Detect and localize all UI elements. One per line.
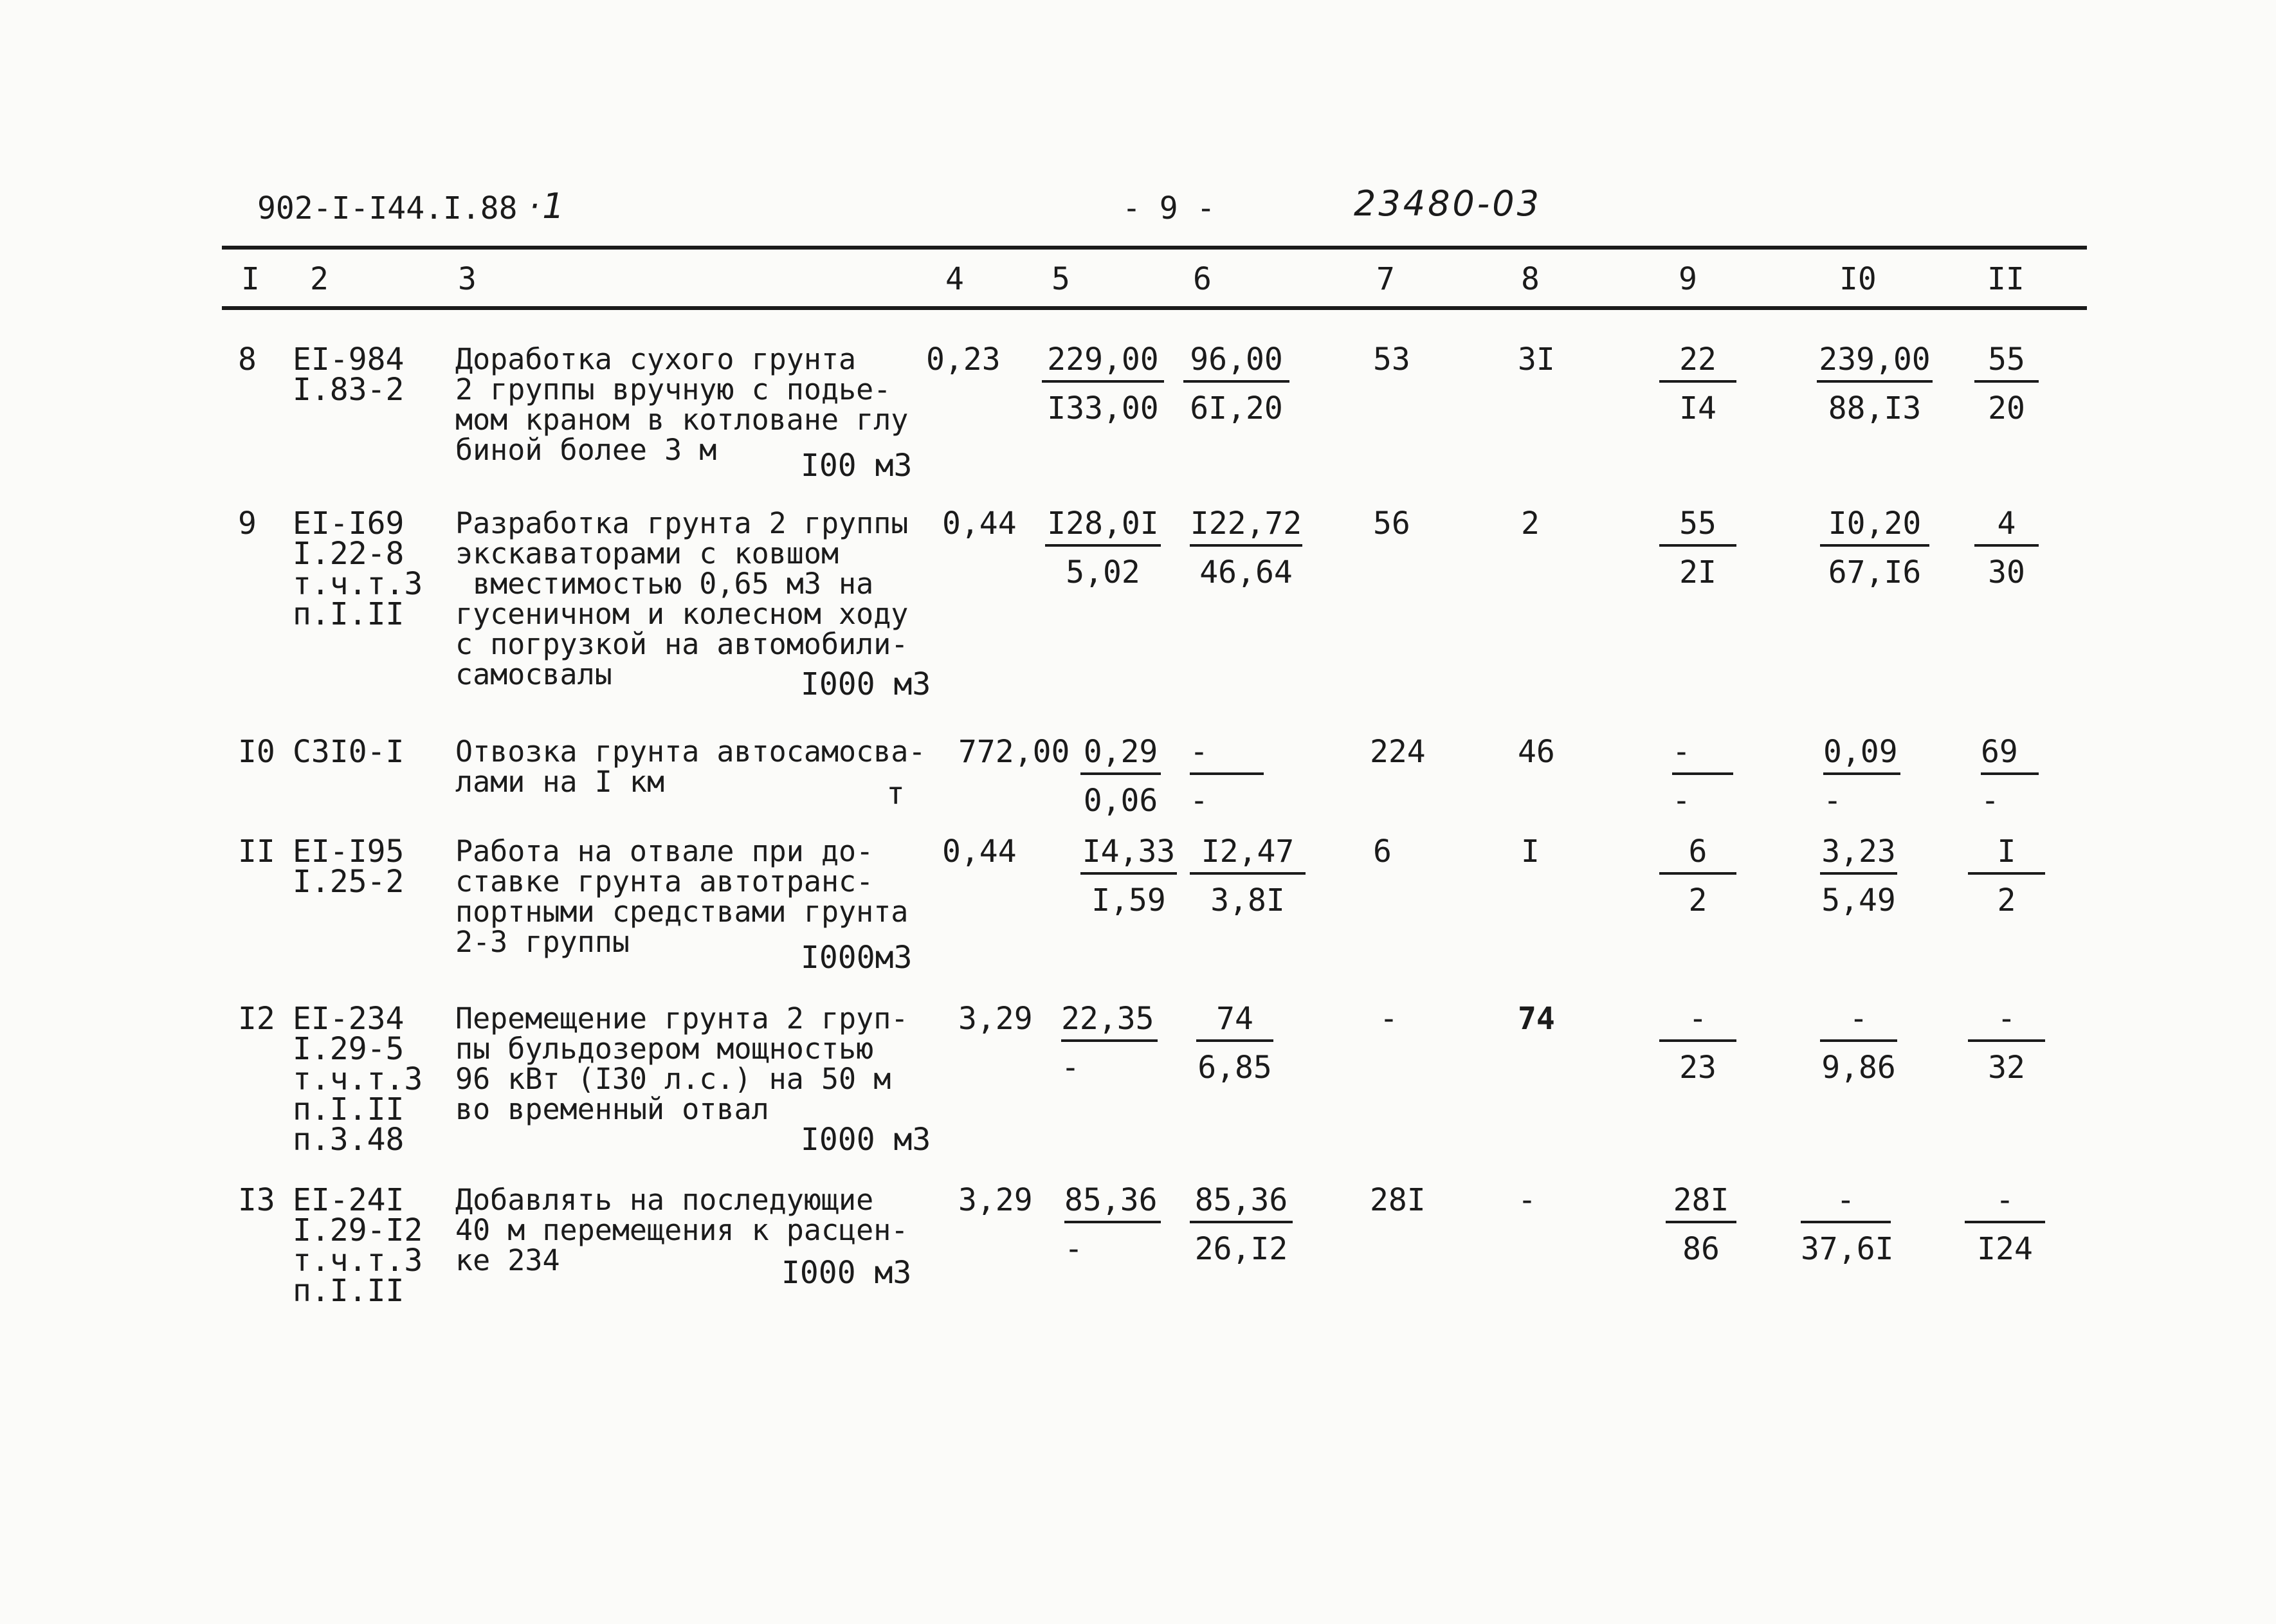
column-header-8: 8 bbox=[1521, 261, 1540, 297]
work-description: самосвалы bbox=[455, 657, 612, 691]
column-9-fraction bbox=[1659, 344, 1736, 424]
fraction-bottom: 32 bbox=[1988, 1050, 2025, 1086]
fraction-top: - bbox=[1672, 736, 1733, 775]
fraction-top: 28I bbox=[1666, 1185, 1736, 1223]
table-header-rule bbox=[222, 306, 2087, 310]
column-header-11: II bbox=[1987, 261, 2025, 297]
rate-code: I.22-8 bbox=[293, 536, 405, 572]
column-9-fraction bbox=[1659, 508, 1736, 588]
fraction-bottom: - bbox=[1061, 1050, 1080, 1086]
rate-code: EI-24I bbox=[293, 1182, 405, 1218]
column-10-fraction bbox=[1820, 1001, 1897, 1086]
rate-code: п.I.II bbox=[293, 1091, 405, 1127]
column-6-fraction bbox=[1183, 344, 1289, 424]
column-5-fraction bbox=[1080, 734, 1161, 819]
column-header-6: 6 bbox=[1193, 261, 1212, 297]
column-8-value: 74 bbox=[1518, 1001, 1555, 1037]
fraction-bottom: 88,I3 bbox=[1828, 390, 1922, 426]
column-5-fraction bbox=[1080, 836, 1177, 916]
rate-code: I.83-2 bbox=[293, 372, 405, 408]
rate-code: т.ч.т.3 bbox=[293, 1061, 423, 1097]
work-description: 2 группы вручную с подье- bbox=[455, 372, 891, 406]
column-11-fraction bbox=[1965, 1182, 2045, 1267]
column-11-fraction bbox=[1981, 734, 2039, 819]
column-9-fraction bbox=[1672, 734, 1733, 819]
column-10-fraction bbox=[1817, 344, 1933, 424]
fraction-top: 55 bbox=[1974, 344, 2039, 383]
work-description: вместимостью 0,65 м3 на bbox=[455, 567, 874, 601]
fraction-top: 229,00 bbox=[1042, 344, 1164, 383]
fraction-bottom: - bbox=[1064, 1231, 1083, 1267]
work-description: ставке грунта автотранс- bbox=[455, 864, 874, 899]
column-7-value: 53 bbox=[1373, 342, 1410, 378]
fraction-top: 22,35 bbox=[1061, 1003, 1158, 1042]
column-6-fraction bbox=[1196, 1001, 1273, 1086]
fraction-bottom: - bbox=[1981, 783, 1999, 819]
column-7-value: 224 bbox=[1370, 734, 1426, 770]
fraction-bottom: - bbox=[1190, 783, 1208, 819]
column-10-fraction bbox=[1823, 734, 1900, 819]
fraction-bottom: I,59 bbox=[1091, 882, 1166, 918]
fraction-bottom: 23 bbox=[1679, 1050, 1716, 1086]
fraction-top: 85,36 bbox=[1190, 1185, 1293, 1223]
rate-code: EI-234 bbox=[293, 1001, 405, 1037]
row-number: 8 bbox=[238, 342, 257, 378]
column-11-fraction bbox=[1968, 1001, 2045, 1086]
column-7-value: 28I bbox=[1370, 1182, 1426, 1218]
work-description: мом краном в котловане глу bbox=[455, 403, 909, 437]
fraction-top: - bbox=[1820, 1003, 1897, 1042]
work-description: 96 кВт (I30 л.с.) на 50 м bbox=[455, 1062, 891, 1096]
column-6-fraction bbox=[1190, 508, 1302, 588]
fraction-top: - bbox=[1801, 1185, 1891, 1223]
column-header-9: 9 bbox=[1679, 261, 1697, 297]
fraction-top: I0,20 bbox=[1820, 508, 1929, 547]
fraction-top: 0,09 bbox=[1823, 736, 1900, 775]
column-8-value: I bbox=[1521, 834, 1540, 870]
column-11-fraction bbox=[1968, 836, 2045, 916]
rate-code: EI-I95 bbox=[293, 834, 405, 870]
measure-unit: I000м3 bbox=[801, 940, 913, 976]
column-header-3: 3 bbox=[458, 261, 477, 297]
column-9-fraction bbox=[1659, 836, 1736, 916]
work-description: 40 м перемещения к расцен- bbox=[455, 1213, 909, 1247]
fraction-bottom: 37,6I bbox=[1801, 1231, 1894, 1267]
column-10-fraction bbox=[1820, 508, 1929, 588]
fraction-bottom: 0,06 bbox=[1083, 783, 1158, 819]
column-6-fraction bbox=[1190, 734, 1264, 819]
column-header-10: I0 bbox=[1839, 261, 1877, 297]
fraction-bottom: 2 bbox=[1688, 882, 1707, 918]
fraction-top: 239,00 bbox=[1817, 344, 1933, 383]
rate-code: п.I.II bbox=[293, 1273, 405, 1309]
row-number: I2 bbox=[238, 1001, 275, 1037]
fraction-top: 6 bbox=[1659, 836, 1736, 875]
fraction-bottom: 67,I6 bbox=[1828, 554, 1922, 590]
fraction-bottom: - bbox=[1672, 783, 1691, 819]
rate-code: т.ч.т.3 bbox=[293, 566, 423, 602]
column-9-fraction bbox=[1659, 1001, 1736, 1086]
column-5-fraction bbox=[1064, 1182, 1161, 1267]
measure-unit: I000 м3 bbox=[781, 1255, 912, 1291]
work-description: пы бульдозером мощностью bbox=[455, 1032, 874, 1066]
document-code-mark: ·1 bbox=[529, 186, 567, 226]
fraction-top: 0,29 bbox=[1080, 736, 1161, 775]
measure-unit: I000 м3 bbox=[801, 666, 931, 702]
work-description: во временный отвал bbox=[455, 1092, 769, 1126]
fraction-top: - bbox=[1965, 1185, 2045, 1223]
column-5-fraction bbox=[1061, 1001, 1158, 1086]
rate-code: I.29-I2 bbox=[293, 1212, 423, 1248]
work-description: Доработка сухого грунта bbox=[455, 342, 857, 376]
fraction-top: - bbox=[1190, 736, 1264, 775]
column-6-fraction bbox=[1190, 1182, 1293, 1267]
fraction-top: 3,23 bbox=[1820, 836, 1897, 875]
row-number: I3 bbox=[238, 1182, 275, 1218]
column-header-5: 5 bbox=[1052, 261, 1070, 297]
fraction-bottom: 2 bbox=[1997, 882, 2016, 918]
column-header-2: 2 bbox=[310, 261, 329, 297]
row-number: I0 bbox=[238, 734, 275, 770]
quantity: 0,23 bbox=[926, 342, 1001, 378]
row-number: II bbox=[238, 834, 275, 870]
fraction-top: 55 bbox=[1659, 508, 1736, 547]
fraction-top: 74 bbox=[1196, 1003, 1273, 1042]
fraction-top: 69 bbox=[1981, 736, 2039, 775]
rate-code: т.ч.т.3 bbox=[293, 1243, 423, 1279]
handwritten-number: 23480-03 bbox=[1354, 183, 1542, 224]
fraction-bottom: I4 bbox=[1679, 390, 1716, 426]
rate-code: I.25-2 bbox=[293, 864, 405, 900]
work-description: Отвозка грунта автосамосва- bbox=[455, 734, 926, 769]
fraction-bottom: 2I bbox=[1679, 554, 1716, 590]
fraction-bottom: 5,49 bbox=[1821, 882, 1896, 918]
page-number: - 9 - bbox=[1122, 190, 1215, 226]
fraction-bottom: 5,02 bbox=[1066, 554, 1140, 590]
work-description: Добавлять на последующие bbox=[455, 1183, 874, 1217]
fraction-bottom: 30 bbox=[1988, 554, 2025, 590]
work-description: 2-3 группы bbox=[455, 925, 630, 959]
rate-code: п.3.48 bbox=[293, 1122, 405, 1158]
fraction-top: I bbox=[1968, 836, 2045, 875]
fraction-bottom: 6,85 bbox=[1197, 1050, 1272, 1086]
table-top-rule bbox=[222, 246, 2087, 250]
fraction-bottom: 6I,20 bbox=[1190, 390, 1283, 426]
fraction-bottom: 46,64 bbox=[1199, 554, 1293, 590]
quantity: 3,29 bbox=[958, 1001, 1033, 1037]
work-description: гусеничном и колесном ходу bbox=[455, 597, 909, 631]
fraction-top: 96,00 bbox=[1183, 344, 1289, 383]
fraction-top: I4,33 bbox=[1080, 836, 1177, 875]
rate-code: EI-I69 bbox=[293, 506, 405, 542]
column-11-fraction bbox=[1974, 344, 2039, 424]
fraction-top: 22 bbox=[1659, 344, 1736, 383]
row-number: 9 bbox=[238, 506, 257, 542]
work-description: экскаваторами с ковшом bbox=[455, 536, 839, 570]
column-8-value: 46 bbox=[1518, 734, 1555, 770]
quantity: 772,00 bbox=[958, 734, 1070, 770]
column-8-value: - bbox=[1518, 1182, 1536, 1218]
column-5-fraction bbox=[1042, 344, 1164, 424]
column-5-fraction bbox=[1045, 508, 1161, 588]
rate-code: EI-984 bbox=[293, 342, 405, 378]
fraction-top: I22,72 bbox=[1190, 508, 1302, 547]
column-10-fraction bbox=[1801, 1182, 1894, 1267]
fraction-bottom: I33,00 bbox=[1047, 390, 1159, 426]
column-9-fraction bbox=[1666, 1182, 1736, 1267]
document-code: 902-I-I44.I.88 bbox=[257, 190, 518, 226]
work-description: Перемещение грунта 2 груп- bbox=[455, 1001, 909, 1036]
column-10-fraction bbox=[1820, 836, 1897, 916]
column-header-4: 4 bbox=[945, 261, 964, 297]
column-7-value: 56 bbox=[1373, 506, 1410, 542]
fraction-bottom: 26,I2 bbox=[1194, 1231, 1288, 1267]
column-8-value: 2 bbox=[1521, 506, 1540, 542]
work-description: с погрузкой на автомобили- bbox=[455, 627, 909, 661]
fraction-top: 85,36 bbox=[1064, 1185, 1161, 1223]
column-8-value: 3I bbox=[1518, 342, 1555, 378]
fraction-bottom: 20 bbox=[1988, 390, 2025, 426]
work-description: биной более 3 м bbox=[455, 433, 717, 467]
measure-unit: I00 м3 bbox=[801, 448, 913, 484]
fraction-top: I2,47 bbox=[1190, 836, 1306, 875]
quantity: 3,29 bbox=[958, 1182, 1033, 1218]
fraction-bottom: 9,86 bbox=[1821, 1050, 1896, 1086]
work-description: ке 234 bbox=[455, 1243, 560, 1277]
measure-unit: I000 м3 bbox=[801, 1122, 931, 1158]
column-11-fraction bbox=[1974, 508, 2039, 588]
fraction-top: 4 bbox=[1974, 508, 2039, 547]
rate-code: C3I0-I bbox=[293, 734, 405, 770]
work-description: Разработка грунта 2 группы bbox=[455, 506, 909, 540]
quantity: 0,44 bbox=[942, 506, 1017, 542]
fraction-bottom: 86 bbox=[1682, 1231, 1720, 1267]
work-description: Работа на отвале при до- bbox=[455, 834, 874, 868]
fraction-top: I28,0I bbox=[1045, 508, 1161, 547]
work-description: портными средствами грунта bbox=[455, 895, 909, 929]
quantity: 0,44 bbox=[942, 834, 1017, 870]
rate-code: I.29-5 bbox=[293, 1031, 405, 1067]
column-header-7: 7 bbox=[1376, 261, 1395, 297]
fraction-bottom: - bbox=[1823, 783, 1842, 819]
fraction-top: - bbox=[1659, 1003, 1736, 1042]
fraction-top: - bbox=[1968, 1003, 2045, 1042]
fraction-bottom: 3,8I bbox=[1210, 882, 1285, 918]
work-description: лами на I км bbox=[455, 765, 665, 799]
fraction-bottom: I24 bbox=[1977, 1231, 2033, 1267]
column-6-fraction bbox=[1190, 836, 1306, 916]
column-7-value: 6 bbox=[1373, 834, 1392, 870]
column-header-1: I bbox=[241, 261, 260, 297]
column-7-value: - bbox=[1379, 1001, 1398, 1037]
measure-unit: т bbox=[886, 776, 905, 812]
rate-code: п.I.II bbox=[293, 596, 405, 632]
